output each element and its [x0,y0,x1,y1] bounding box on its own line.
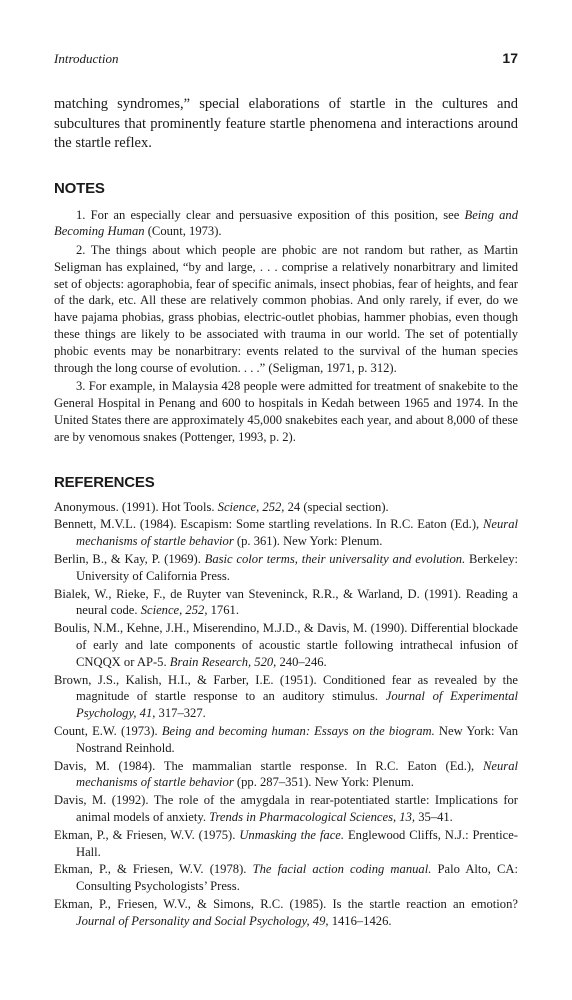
reference-item [54,586,518,620]
italic-title-run: Journal of Personality and Social Psychology, 49, [76,913,329,928]
note-item [54,242,518,376]
reference-item [54,723,518,757]
notes-heading: NOTES [54,179,105,197]
note-item [54,378,518,445]
notes-section [54,180,518,446]
text-run: 24 (special section). [284,499,389,514]
reference-item [54,758,518,792]
reference-item [54,620,518,670]
reference-item [54,792,518,826]
italic-title-run: Being and becoming human: Essays on the biogram. [161,724,435,739]
text-run: 317–327. [155,706,206,721]
reference-item [54,861,518,895]
notes-list [54,207,518,446]
italic-title-run: Trends in Pharmacological Sciences, 13, [209,810,416,824]
text-run: Palo Alto, CA: Consulting Psychologists’ Press. [76,862,518,894]
italic-title-run: Journal of Experimental Psychology, 41, [76,689,518,721]
running-title: Introduction [54,51,119,66]
text-run: 2. The things about which people are phobic are not random but rather, as Martin Seligman has explained, “by and large, . . . comprise a relatively nonarbitrary and limited set of objects: agoraphobia, fear of specific animals, insect phobias, fear of heights, and fear of the dark, etc. All these are relatively common phobias. And only rarely, if ever, do we have pajama phobias, grass phobias, electric-outlet phobias, hammer phobias, even though these things are likely to be associated with trauma in our world. The set of potentially phobic events may be nonarbitrary: events related to the survival of the human species through the long course of evolution. . . .” (Seligman, 1971, p. 312). [54,243,518,375]
lead-paragraph: matching syndromes,” special elaborations of startle in the cultures and subcultures that prominently feature startle phenomena and interactions around the startle reflex. [54,96,518,151]
text-run: New York: Van Nostrand Reinhold. [76,724,519,755]
reference-item [54,672,518,722]
text-run: Anonymous. (1991). Hot Tools. [54,499,218,514]
text-run: (pp. 287–351). New York: Plenum. [233,775,414,790]
reference-item [54,827,518,861]
references-heading: REFERENCES [54,473,155,491]
reference-item [54,499,518,516]
reference-item [54,516,518,550]
italic-title-run: Neural mechanisms of startle behavior [76,517,518,549]
page-number: 17 [502,50,518,66]
text-run: Ekman, P., & Friesen, W.V. (1978). [54,862,253,877]
text-run: 35–41. [415,810,453,824]
italic-title-run: Unmasking the face. [239,827,345,842]
text-run: (Count, 1973). [144,224,222,239]
text-run: Bennett, M.V.L. (1984). Escapism: Some startling revelations. In R.C. Eaton (Ed.), [54,517,484,532]
italic-title-run: Basic color terms, their universality and evolution. [204,552,466,567]
book-page [54,50,518,931]
reference-item [54,551,518,585]
page-header [54,50,518,72]
text-run: (p. 361). New York: Plenum. [233,534,383,549]
text-run: Bialek, W., Rieke, F., de Ruyter van Steveninck, R.R., & Warland, D. (1991). Reading a neural code. [54,586,518,618]
text-run: Englewood Cliffs, N.J.: Prentice-Hall. [76,827,518,859]
text-run: Ekman, P., & Friesen, W.V. (1975). [54,827,240,842]
text-run: Berlin, B., & Kay, P. (1969). [54,552,205,567]
text-run: Boulis, N.M., Kehne, J.H., Miserendino, M.J.D., & Davis, M. (1990). Differential blockade of early and late components of acoustic startle following intrathecal infusion of CNQQX or AP-5. [54,621,518,669]
text-run: 1. For an especially clear and persuasive exposition of this position, see [76,207,465,222]
italic-title-run: Brain Research, 520, [169,654,277,669]
references-list [54,499,518,930]
text-run: Davis, M. (1992). The role of the amygdala in rear-potentiated startle: Implications for animal models of anxiety. [54,793,518,824]
italic-title-run: Science, 252, [140,603,208,618]
italic-title-run: Neural mechanisms of startle behavior [76,758,518,790]
text-run: 1416–1426. [328,913,392,928]
text-run: Davis, M. (1984). The mammalian startle response. In R.C. Eaton (Ed.), [54,758,484,773]
text-run: Count, E.W. (1973). [54,724,162,739]
note-item [54,207,518,241]
text-run: 1761. [207,603,239,618]
text-run: 3. For example, in Malaysia 428 people were admitted for treatment of snakebite to the General Hospital in Penang and 600 to hospitals in Kedah between 1965 and 1974. In the United States there are approximately 45,000 snakebites each year, and about 8,000 of these are by venomous snakes (Pottenger, 1993, p. 2). [54,379,518,444]
references-section [54,474,518,930]
italic-title-run: Being and Becoming Human [54,207,518,239]
reference-item [54,896,518,930]
italic-title-run: Science, 252, [217,499,285,514]
text-run: Berkeley: University of California Press. [76,552,518,583]
text-run: Ekman, P., Friesen, W.V., & Simons, R.C. (1985). Is the startle reaction an emotion? [54,896,518,911]
text-run: Brown, J.S., Kalish, H.I., & Farber, I.E. (1951). Conditioned fear as revealed by the magnitude of startle response to an auditory stimulus. [54,672,518,704]
italic-title-run: The facial action coding manual. [252,862,432,877]
text-run: 240–246. [276,654,327,669]
